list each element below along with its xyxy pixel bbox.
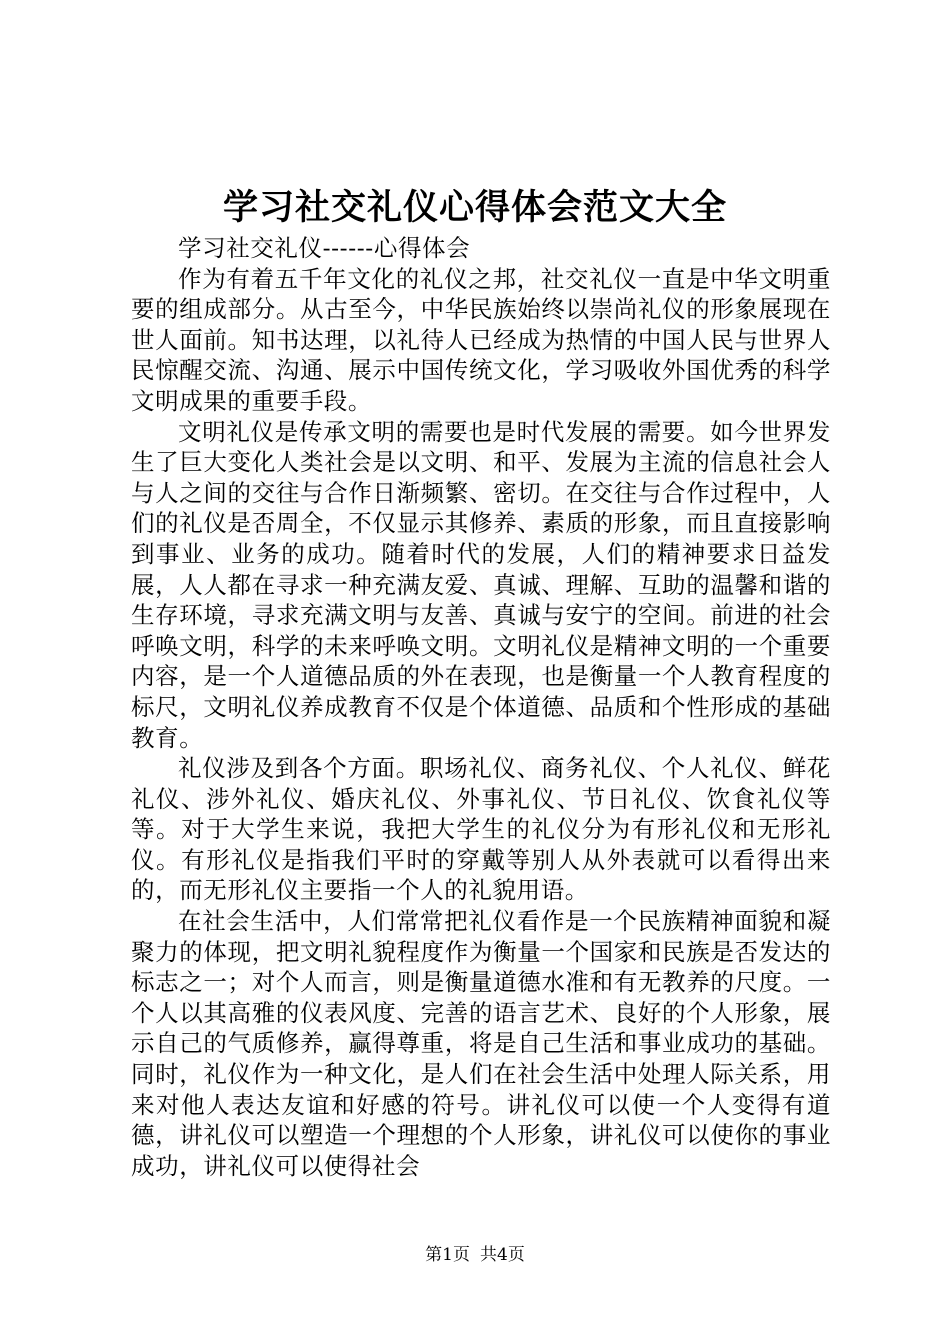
document-body bbox=[131, 233, 831, 1181]
paragraph: 礼仪涉及到各个方面。职场礼仪、商务礼仪、个人礼仪、鲜花礼仪、涉外礼仪、婚庆礼仪、外事礼仪、节日礼仪、饮食礼仪等等。对于大学生来说，我把大学生的礼仪分为有形礼仪和无形礼仪。有形礼仪是指我们平时的穿戴等别人从外表就可以看得出来的，而无形礼仪主要指一个人的礼貌用语。 bbox=[131, 754, 831, 905]
paragraph: 作为有着五千年文化的礼仪之邦，社交礼仪一直是中华文明重要的组成部分。从古至今，中华民族始终以崇尚礼仪的形象展现在世人面前。知书达理，以礼待人已经成为热情的中国人民与世界人民惊醒交流、沟通、展示中国传统文化，学习吸收外国优秀的科学文明成果的重要手段。 bbox=[131, 264, 831, 415]
page-number-total: 共4页 bbox=[480, 1245, 525, 1265]
document-title: 学习社交礼仪心得体会范文大全 bbox=[222, 187, 727, 228]
page-number-current: 第1页 bbox=[425, 1245, 470, 1265]
paragraph: 文明礼仪是传承文明的需要也是时代发展的需要。如今世界发生了巨大变化人类社会是以文明、和平、发展为主流的信息社会人与人之间的交往与合作日渐频繁、密切。在交往与合作过程中，人们的礼仪是否周全，不仅显示其修养、素质的形象，而且直接影响到事业、业务的成功。随着时代的发展，人们的精神要求日益发展，人人都在寻求一种充满友爱、真诚、理解、互助的温馨和谐的生存环境，寻求充满文明与友善、真诚与安宁的空间。前进的社会呼唤文明，科学的未来呼唤文明。文明礼仪是精神文明的一个重要内容，是一个人道德品质的外在表现，也是衡量一个人教育程度的标尺，文明礼仪养成教育不仅是个体道德、品质和个性形成的基础教育。 bbox=[131, 417, 831, 752]
paragraph-subtitle: 学习社交礼仪------心得体会 bbox=[178, 234, 471, 262]
paragraph: 在社会生活中，人们常常把礼仪看作是一个民族精神面貌和凝聚力的体现，把文明礼貌程度作为衡量一个国家和民族是否发达的标志之一；对个人而言，则是衡量道德水准和有无教养的尺度。一个人以其高雅的仪表风度、完善的语言艺术、良好的个人形象，展示自己的气质修养，赢得尊重，将是自己生活和事业成功的基础。同时，礼仪作为一种文化，是人们在社会生活中处理人际关系，用来对他人表达友谊和好感的符号。讲礼仪可以使一个人变得有道德，讲礼仪可以塑造一个理想的个人形象，讲礼仪可以使你的事业成功，讲礼仪可以使得社会 bbox=[131, 907, 831, 1180]
page-footer bbox=[0, 1243, 950, 1267]
